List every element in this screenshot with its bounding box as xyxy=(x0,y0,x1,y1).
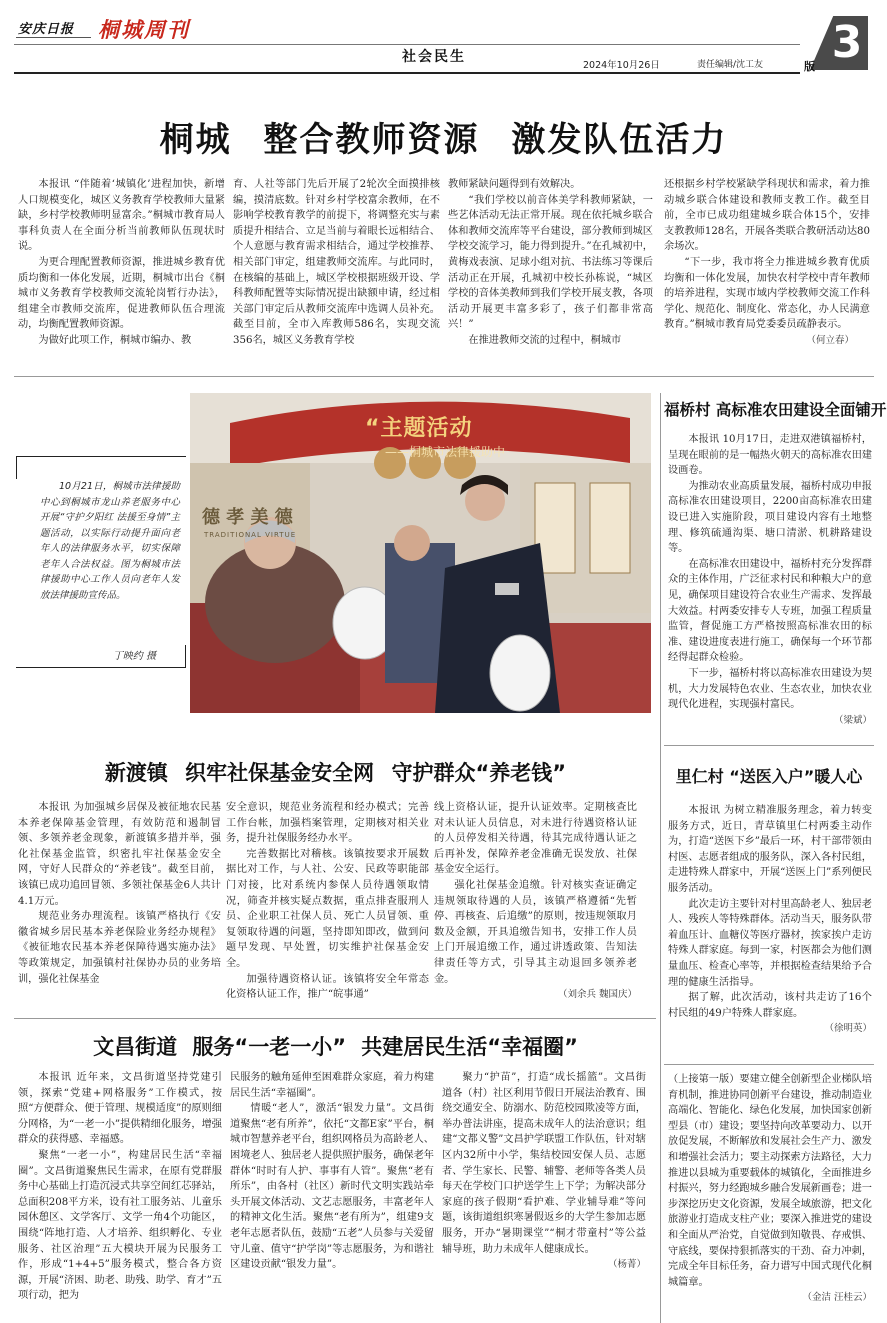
lead-p3: 为做好此项工作，桐城市编办、教 xyxy=(38,334,192,346)
xindu-p3: 安全意识，规范业务流程和经办模式；完善工作台帐，加强档案管理，定期核对相关业务，提升社保服务经办水平。 xyxy=(226,802,429,845)
wenchang-headline: 文昌街道 服务“一老一小” 共建居民生活“幸福圈” xyxy=(93,1035,578,1059)
wenchang-p4: 情暖“老人”，激活“银发力量”。文昌街道聚焦“老有所养”，依托“文都E家”平台，桐城市智慧养老平台，组织网格员为高龄老人、困境老人、独居老人提供照护服务，确保老年群体“时时有人护、事事有人管”。聚焦“老有所乐”，由各村（社区）新时代文明实践站牵头开展文体活动、文艺志愿服务，丰富老年人的精神文化生活。聚焦“老有所为”，组建9支老年志愿者队伍，鼓励“五老”人员参与关爱留守儿童、值守“护学岗”等志愿服务，为和谐社区建设贡献“银发力量”。 xyxy=(230,1103,434,1271)
fuqiao-p1: 本报讯 10月17日，走进双港镇福桥村，呈现在眼前的是一幅热火朝天的高标准农田建设画卷。 xyxy=(668,434,872,477)
lead-p6: “我们学校以前音体美学科教师紧缺，一些艺体活动无法正常开展。现在依托城乡联合体和教师交流库等平台建设，部分教师到城区学校交流学习，能力得到提升。”在孔城初中，黄梅戏表演、足球小组对抗、书法练习等课后活动正在开展，孔城初中校长孙栋说，“城区学校的音体美教师到我们学校开展支教，各项活动开展更丰富多彩了，孩子们都非常高兴！” xyxy=(448,194,653,331)
xindu-signature: （刘余兵 魏国庆） xyxy=(557,989,637,1001)
xindu-p2: 规范业务办理流程。该镇严格执行《安徽省城乡居民基本养老保险业务经办规程》《被征地农民基本养老保障待遇实施办法》等政策规定，加强镇村社保协办员的业务培训，强化社保基金 xyxy=(18,911,221,985)
wenchang-p5: 聚力“护苗”，打造“成长摇篮”。文昌街道各（村）社区利用节假日开展法治教育、围绕交通安全、防溺水、防范校园欺凌等方面，举办普法讲座，提高未成年人的法治意识；组建“文都义警”文昌护学联盟工作队伍，针对辖区内32所中小学，集结校园安保人员、志愿者、学生家长、民警、辅警、老师等各类人员每天在学校门口护送学生上下学；为解决部分家庭的孩子假期“看护难、学业辅导难”等问题，该街道组织寒暑假返乡的大学生参加志愿服务，开办“暑期课堂”“桐才带童村”等公益辅导班，助力未成年人健康成长。 xyxy=(442,1072,646,1255)
continued-body xyxy=(668,1072,872,1306)
caption-corner-tl xyxy=(16,457,17,479)
lirenc-headline: 里仁村 “送医入户”暖人心 xyxy=(675,767,863,786)
photo-caption-box xyxy=(16,456,186,668)
fuqiao-p4: 下一步，福桥村将以高标准农田建设为契机，大力发展特色农业、生态农业，加快农业现代化进程，实现强村富民。 xyxy=(668,667,872,711)
weekly-name: 桐城周刊 xyxy=(98,18,190,42)
fuqiao-p2: 为推动农业高质量发展，福桥村成功申报高标准农田建设项目，2200亩高标准农田建设已进入实施阶段，项目建设内容有土地整理、修筑硫通沟渠、塘口清淤、机耕路建设等。 xyxy=(668,480,872,555)
wenchang-p2: 聚焦“一老一小”，构建居民生活“幸福圈”。文昌街道聚焦民生需求，在原有党群服务中心基础上打造沉浸式共享空间红芯驿站，总面积208平方米，设有社工服务站、儿童乐园休憩区、文学客厅、文学一角4个功能区，围绕“阵地打造、人才培养、组织孵化、专业服务、社区治理”五大模块开展为民服务工作，形成“1+4+5”服务模式，整合各方资源，开展“济困、助老、助残、助学、育才”五项行动，把为 xyxy=(18,1149,222,1302)
xindu-col-3 xyxy=(434,800,637,1003)
divider-lirenc xyxy=(664,1064,874,1065)
paper-name: 安庆日报 xyxy=(18,22,75,37)
paper-name-underline xyxy=(16,37,91,38)
photo-wall-text-en: TRADITIONAL VIRTUE xyxy=(204,531,297,539)
lead-p8: 还根据乡村学校紧缺学科现状和需求，着力推动城乡联合体建设和教师支教工作。截至目前，全市已成功组建城乡联合体15个，安排支教教师128名，开展各类联合教研活动达80余场次。 xyxy=(664,179,870,253)
lead-p9: “下一步，我市将全力推进城乡教育优质均衡和一体化发展，加快农村学校中青年教师的培养进程，实现市域内学校教师交流工作科学化、规范化、制度化、常态化，办人民满意教育。”桐城市教育局党委委员疏静表示。 xyxy=(664,256,870,331)
xindu-p6: 线上资格认证，提升认证效率。定期核查比对未认证人员信息，对未进行待遇资格认证的人员停发相关待遇，待其完成待遇认证之后再补发，保障养老金准确无误发放、社保基金安全运行。 xyxy=(434,802,637,876)
lead-p1: 本报讯 “伴随着‘城镇化’进程加快，新增人口规模变化，城区义务教育学校教师大量紧缺，乡村学校教师明显富余。”桐城市教育局人事科负责人在全面分析当前教师队伍现状时说。 xyxy=(18,179,225,253)
divider-fuqiao xyxy=(664,745,874,746)
caption-corner-br xyxy=(185,645,186,667)
lead-col-3 xyxy=(448,177,653,349)
editor-credit: 责任编辑/沈工友 xyxy=(697,60,764,70)
masthead-top-rule xyxy=(14,44,800,45)
xindu-p4: 完善数据比对稽核。该镇按要求开展数据比对工作，与人社、公安、民政等职能部门对接，比对系统内参保人员待遇领取情况，筛查并核实疑点数据，重点排查服刑人员、企业职工社保人员、死亡人员冒领、重复领取待遇的问题，坚持即知即改，做到问题早发现、早处置，切实维护社保基金安全。 xyxy=(226,848,429,969)
lead-col-1 xyxy=(18,177,225,349)
photo-caption: 10月21日，桐城市法律援助中心到桐城市龙山养老服务中心开展“守护夕阳红 法援至身情”主题活动，以实际行动提升面向老年人的法律服务水平，切实保障老年人合法权益。图为桐城市法律援助中心工作人员向老年人发放法律援助宣传品。 xyxy=(40,481,180,601)
fuqiao-headline: 福桥村 高标准农田建设全面铺开 xyxy=(664,401,887,419)
lead-p2: 为更合理配置教师资源，推进城乡教育优质均衡和一体化发展，近期，桐城市出台《桐城市义务教育学校教师交流轮岗暂行办法》，组建全市教师交流库，促进教师队伍合理流动，均衡配置教师资源。 xyxy=(18,256,225,331)
lirenc-p1: 本报讯 为树立精准服务理念，着力转变服务方式，近日，青草镇里仁村两委主动作为，打造“送医下乡”最后一环，村干部带领由村医、志愿者组成的服务队，深入各村民组，走进特殊人群家中，开展“送医上门”系列便民服务活动。 xyxy=(668,805,872,894)
divider-xindu xyxy=(14,1018,656,1019)
photo-banner-subtext: ——桐城市法律援助中 xyxy=(385,445,506,459)
lead-headline: 桐城 整合教师资源 激发队伍活力 xyxy=(159,120,728,160)
page-number: 3 xyxy=(831,17,863,68)
section-name: 社会民生 xyxy=(402,49,466,65)
fuqiao-p3: 在高标准农田建设中，福桥村充分发挥群众的主体作用，广泛征求村民和种粮大户的意见，确保项目建设符合农业生产需求、发挥最大效益。村两委安排专人专班，加强工程质量监管，督促施工方严格按照高标准农田的标准、建设进度表进行施工，确保每一个环节都经得起群众检验。 xyxy=(668,558,872,664)
xindu-col-2 xyxy=(226,800,429,1003)
xindu-p7: 强化社保基金追缴。针对核实查证确定违规领取待遇的人员，该镇严格遵循“先暂停、再核查、后追缴”的原则，按违规领取月数及金额，开具追缴告知书，安排工作人员上门开展追缴工作，通过讲透政策、告知法律责任等方式，引导其主动退回多领养老金。 xyxy=(434,879,637,985)
xindu-col-1 xyxy=(18,800,221,987)
xindu-headline: 新渡镇 织牢社保基金安全网 守护群众“养老钱” xyxy=(104,761,567,785)
wenchang-p3: 民服务的触角延伸至困难群众家庭，着力构建居民生活“幸福圈”。 xyxy=(230,1072,434,1099)
photo-credit: 丁映约 摄 xyxy=(112,651,156,662)
xindu-p5: 加强待遇资格认证。该镇将安全年常态化资格认证工作，推广“皖事通” xyxy=(226,973,429,1001)
lead-col-2 xyxy=(233,177,440,349)
lead-p7: 在推进教师交流的过程中，桐城市 xyxy=(468,334,622,346)
wenchang-col-3 xyxy=(442,1070,646,1273)
lead-col-4 xyxy=(664,177,870,349)
photo-wall-text: 德 孝 美 德 xyxy=(202,507,293,528)
divider-right-vertical xyxy=(660,393,661,1323)
wenchang-signature: （杨菁） xyxy=(607,1259,646,1271)
masthead xyxy=(0,0,887,80)
fuqiao-signature: （梁斌） xyxy=(833,714,872,726)
lead-signature: （何立春） xyxy=(806,334,854,346)
wenchang-p1: 本报讯 近年来，文昌街道坚持党建引领，探索“党建+网格服务”工作模式，按照“方便群众、便于管理、规模适度”的原则细分网格，为“一老一小”提供精细化服务，增强群众的获得感、幸福感。 xyxy=(18,1072,222,1146)
photo-banner-text: “主题活动 xyxy=(365,416,473,441)
divider-lead xyxy=(14,376,874,377)
issue-date: 2024年10月26日 xyxy=(583,60,660,71)
page-label: 版 xyxy=(804,60,815,73)
lead-p5: 教师紧缺问题得到有效解决。 xyxy=(448,179,581,190)
wenchang-col-2 xyxy=(230,1070,434,1273)
lirenc-body xyxy=(668,803,872,1037)
fuqiao-body xyxy=(668,432,872,728)
lirenc-p2: 此次走访主要针对村里高龄老人、独居老人、残疾人等特殊群体。活动当天，服务队带着血压计、血糖仪等医疗器材，挨家挨户走访特殊人群家庭。每到一家，村医都会为他们测量血压、检查心率等，并根据检查结果给予合理的健康生活指导。 xyxy=(668,898,872,988)
lirenc-signature: （徐明英） xyxy=(824,1023,872,1035)
lead-p4: 育、人社等部门先后开展了2轮次全面摸排核编，摸清底数。针对乡村学校富余教师，在不影响学校教育教学的前提下，将调整充实与素质提升相结合、立足当前与着眼长远相结合、个人意愿与教育需求相结合，通过学校推荐、相关部门审定，组建教师交流库。与此同时，在核编的基础上，城区学校根据班级开设、学科教师配置等实际情况提出缺额申请，经过相关部门审定后从教师交流库中选调人员补充。截至目前，全市入库教师586名，实现交流356名，城区义务教育学校 xyxy=(233,179,440,346)
continued-p1: （上接第一版）要建立健全创新型企业梯队培育机制，推进协同创新平台建设，推动制造业高端化、智能化、绿色化发展，加快国家创新型县（市）建设；要坚持向改革要动力、以开放促发展，不断解放和发展社会生产力、激发和增强社会活力；要主动探索方法路径，大力推进以县城为重要载体的城镇化，全面推进乡村振兴，努力经跑城乡融合发展新画卷；进一步深挖历史文化资源，发展全域旅游，把文化旅游业打造成支柱产业；要深入推进党的建设和全面从严治党，自觉做到知敬畏、存戒惧、守底线，要保持狠抓落实的干劲、奋力冲刺，完成全年目标任务，奋力谱写中国式现代化桐城篇章。 xyxy=(668,1074,872,1288)
xindu-p1: 本报讯 为加强城乡居保及被征地农民基本养老保障基金管理，有效防范和遏制冒领、多领养老金现象，新渡镇多措并举，强化社保基金监管，织密扎牢社保基金安全网，守好人民群众的“养老钱”。截至目前，该镇已成功追回冒领、多领社保基金6人共计4.1万元。 xyxy=(18,802,221,907)
wenchang-col-1 xyxy=(18,1070,222,1304)
masthead-bottom-rule xyxy=(14,72,800,74)
news-photo xyxy=(190,393,651,713)
continued-signature: （金洁 汪桂云） xyxy=(802,1292,872,1304)
lirenc-p3: 据了解，此次活动，该村共走访了16个村民组的49户特殊人群家庭。 xyxy=(668,992,872,1019)
